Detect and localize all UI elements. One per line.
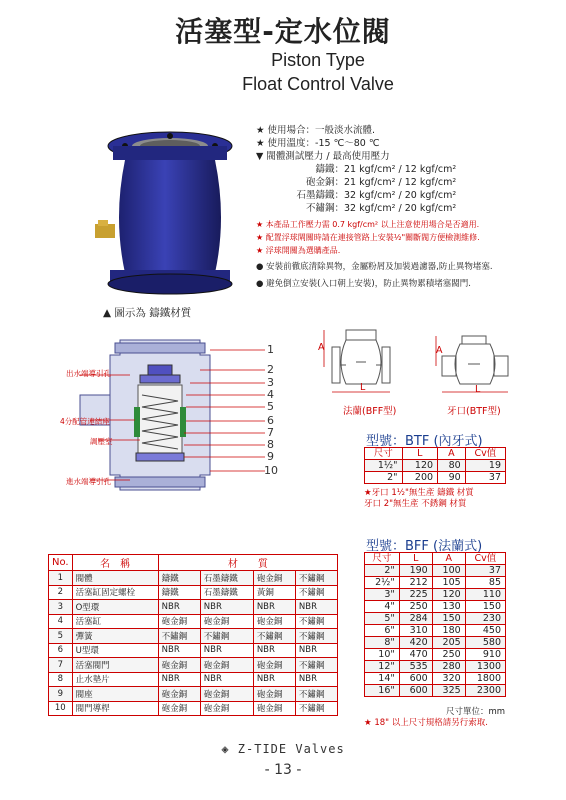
thread-caption: 牙口(BTF型) [447,406,501,417]
table-cell: 2 [49,585,73,600]
valve-section-diagram [60,335,290,495]
part-number-label: 9 [267,450,274,463]
unit-label: 尺寸單位：mm [446,707,506,717]
table-cell: 190 [399,565,432,577]
bullet-note: ● 安裝前徹底清除異物，金屬粉屑及加裝過濾器,防止異物堵塞. [256,262,493,272]
table-cell: 150 [432,613,465,625]
table-cell: 砲金銅 [200,701,253,716]
btf-note [364,488,474,510]
table-cell: 砲金銅 [253,571,295,586]
table-cell: 砲金銅 [200,658,253,673]
table-cell: NBR [253,672,295,687]
btf-table-title: 型號：BTF (內牙式) [366,434,483,449]
table-cell: 砲金銅 [200,614,253,629]
table-cell: 黃銅 [253,585,295,600]
column-header: L [399,553,432,565]
table-cell: 80 [438,460,466,472]
part-number-label: 7 [267,426,274,439]
table-cell: 280 [432,661,465,673]
table-cell: 16" [365,685,400,697]
table-cell: 砲金銅 [158,658,200,673]
bff-table-title: 型號：BFF (法蘭式) [366,539,483,554]
column-header: Cv值 [465,553,505,565]
spec-temperature: ★ 使用溫度：-15 ℃～80 ℃ [256,138,380,149]
table-row [49,585,338,600]
table-cell: 12" [365,661,400,673]
pressure-value: 32 kgf/cm² / 20 kgf/cm² [344,203,457,214]
table-cell: 37 [465,472,505,484]
part-number-label: 4 [267,388,274,401]
table-cell: 不鏽鋼 [295,701,337,716]
table-cell: 1300 [465,661,505,673]
bullet-note: ● 避免倒立安裝(入口朝上安裝)，防止異物累積堵塞閥門. [256,279,471,289]
valve-product-photo [95,128,245,308]
table-cell: 85 [465,577,505,589]
parts-material-table [48,554,338,716]
table-cell: 110 [465,589,505,601]
table-cell: 420 [399,637,432,649]
table-cell: 4 [49,614,73,629]
dimension-letter-a: A [318,342,325,353]
table-cell: 砲金銅 [158,701,200,716]
table-cell: 284 [399,613,432,625]
table-row [365,673,506,685]
table-row [49,600,338,615]
table-cell: 砲金銅 [253,614,295,629]
spec-list [256,124,556,291]
pressure-row [256,189,556,202]
table-row [49,658,338,673]
table-row [365,601,506,613]
brand-logo-icon: ◈ [221,742,238,756]
pressure-material: 不鏽鋼： [305,203,344,214]
part-number-label: 10 [264,464,278,477]
table-cell: 225 [399,589,432,601]
table-cell: 120 [432,589,465,601]
table-cell: 6" [365,625,400,637]
page-title-en-line2: Float Control Valve [242,74,394,94]
part-number-label: 2 [267,363,274,376]
table-cell: 310 [399,625,432,637]
table-row [365,589,506,601]
dimension-letter-l: L [475,384,481,395]
pressure-row [256,176,556,189]
btf-note-line: 牙口 2"無生產 不銹鋼 材質 [364,499,467,509]
table-cell: 不鏽鋼 [295,687,337,702]
table-cell: 1 [49,571,73,586]
table-cell: 100 [432,565,465,577]
table-cell: 105 [432,577,465,589]
page-title-zh: 活塞型-定水位閥 [175,15,391,48]
table-cell: 活塞缸固定螺栓 [72,585,158,600]
table-cell: 不鏽鋼 [200,629,253,644]
table-cell: 5 [49,629,73,644]
outlet-guide-hole-label: 出水端導引孔 [66,369,111,378]
table-cell: 3 [49,600,73,615]
btf-dimension-table [364,447,506,484]
table-cell: NBR [200,643,253,658]
table-cell: 120 [402,460,438,472]
table-cell: 2" [365,565,400,577]
pressure-material: 鑄鐵： [315,164,344,175]
table-row [365,565,506,577]
table-cell: 535 [399,661,432,673]
table-cell: 3" [365,589,400,601]
table-row [365,661,506,673]
column-header-material: 材 質 [158,555,337,571]
flange-caption: 法蘭(BFF型) [343,406,397,417]
brand-name: Z-TIDE Valves [237,742,345,756]
table-cell: 150 [465,601,505,613]
table-cell: 不鏽鋼 [295,614,337,629]
pressure-material: 石墨鑄鐵： [296,190,344,201]
table-cell: 212 [399,577,432,589]
table-cell: 不鏽鋼 [253,629,295,644]
table-cell: 閥座 [72,687,158,702]
column-header: L [402,448,438,460]
table-cell: 180 [432,625,465,637]
table-cell: NBR [200,600,253,615]
table-cell: 14" [365,673,400,685]
column-header: 尺寸 [365,553,400,565]
btf-note-line: ★牙口 1½"無生產 鑄鐵 材質 [364,488,474,498]
table-cell: 10" [365,649,400,661]
pressure-row [256,163,556,176]
table-cell: 200 [402,472,438,484]
table-cell: 砲金銅 [158,614,200,629]
table-cell: 不鏽鋼 [295,585,337,600]
table-row [365,649,506,661]
star-note: ★ 浮球開關為選購產品. [256,246,341,255]
table-cell: 90 [438,472,466,484]
bff-dimension-table [364,552,506,697]
table-cell: 600 [399,673,432,685]
table-cell: 205 [432,637,465,649]
table-row [49,571,338,586]
inlet-guide-hole-label: 進水端導引孔 [66,477,111,486]
table-row [49,629,338,644]
table-cell: 250 [399,601,432,613]
table-row [365,625,506,637]
table-row [49,643,338,658]
star-note: ★ 配置浮球閘關時請在連接管路上安裝½"關斷閥方便檢測維修. [256,233,480,242]
table-cell: NBR [295,643,337,658]
table-cell: 910 [465,649,505,661]
table-cell: 石墨鑄鐵 [200,571,253,586]
page-number: - 13 - [264,762,302,778]
table-cell: 19 [465,460,505,472]
part-number-label: 3 [267,376,274,389]
table-cell: 不鏽鋼 [295,571,337,586]
pressure-value: 21 kgf/cm² / 12 kgf/cm² [344,177,457,188]
table-row [49,687,338,702]
table-cell: 不鏽鋼 [158,629,200,644]
pressure-material: 砲金銅： [305,177,344,188]
table-cell: 砲金銅 [253,687,295,702]
table-cell: O型環 [72,600,158,615]
table-row [49,672,338,687]
table-row [49,614,338,629]
table-cell: 600 [399,685,432,697]
table-cell: 鑄鐵 [158,571,200,586]
table-cell: 2" [365,472,403,484]
table-cell: 130 [432,601,465,613]
table-cell: 7 [49,658,73,673]
table-cell: NBR [253,600,295,615]
column-header-name: 名 稱 [72,555,158,571]
table-row [365,472,506,484]
page-title-en-line1: Piston Type [271,50,365,70]
table-cell: 325 [432,685,465,697]
table-cell: 4" [365,601,400,613]
table-cell: 砲金銅 [158,687,200,702]
table-cell: 250 [432,649,465,661]
table-cell: 580 [465,637,505,649]
spec-pressure-heading: ▼ 閥體測試壓力 / 最高使用壓力 [256,151,390,162]
table-cell: 砲金銅 [200,687,253,702]
footer-brand [0,742,566,756]
part-number-label: 5 [267,400,274,413]
bff-note: ★ 18" 以上尺寸規格請另行索取. [364,718,488,728]
column-header: Cv值 [465,448,505,460]
dimension-letter-l: L [360,382,366,393]
spec-usage: ★ 使用場合：一般淡水流體. [256,125,376,136]
table-cell: 6 [49,643,73,658]
table-cell: 石墨鑄鐵 [200,585,253,600]
table-cell: 彈簧 [72,629,158,644]
table-cell: 2½" [365,577,400,589]
part-number-label: 8 [267,438,274,451]
table-cell: 不鏽鋼 [295,629,337,644]
pressure-chamber-label: 調壓室 [90,437,113,446]
table-cell: 5" [365,613,400,625]
table-cell: 230 [465,613,505,625]
table-cell: 不鏽鋼 [295,658,337,673]
table-cell: 320 [432,673,465,685]
part-number-label: 6 [267,414,274,427]
column-header: A [438,448,466,460]
table-cell: 閥體 [72,571,158,586]
table-cell: 37 [465,565,505,577]
table-cell: NBR [295,600,337,615]
table-cell: 砲金銅 [253,658,295,673]
column-header: 尺寸 [365,448,403,460]
table-cell: 鑄鐵 [158,585,200,600]
table-cell: 1½" [365,460,403,472]
pipe-connector-label: 4分配管連結座 [60,417,110,426]
table-cell: 9 [49,687,73,702]
table-cell: NBR [253,643,295,658]
table-cell: NBR [158,643,200,658]
table-cell: NBR [158,672,200,687]
table-cell: NBR [295,672,337,687]
table-cell: 1800 [465,673,505,685]
table-row [365,577,506,589]
table-cell: 470 [399,649,432,661]
part-number-label: 1 [267,343,274,356]
table-cell: 砲金銅 [253,701,295,716]
table-row [49,701,338,716]
table-row [365,685,506,697]
table-cell: 閥門導桿 [72,701,158,716]
pressure-row [256,202,556,215]
pressure-value: 32 kgf/cm² / 20 kgf/cm² [344,190,457,201]
table-row [365,613,506,625]
column-header: A [432,553,465,565]
table-row [365,460,506,472]
dimension-letter-a: A [436,345,443,356]
pressure-value: 21 kgf/cm² / 12 kgf/cm² [344,164,457,175]
table-cell: 止水墊片 [72,672,158,687]
table-cell: NBR [158,600,200,615]
table-cell: 8" [365,637,400,649]
table-cell: 活塞閥門 [72,658,158,673]
photo-caption: ▲ 圖示為 鑄鐵材質 [103,307,192,319]
table-cell: 8 [49,672,73,687]
table-cell: 2300 [465,685,505,697]
table-cell: 450 [465,625,505,637]
flange-dimension-drawing [316,322,416,404]
table-cell: U型環 [72,643,158,658]
star-note: ★ 本產品工作壓力需 0.7 kgf/cm² 以上注意使用場合是否適用. [256,220,480,229]
table-cell: NBR [200,672,253,687]
column-header-number: No. [49,555,73,571]
table-cell: 10 [49,701,73,716]
table-row [365,637,506,649]
table-cell: 活塞缸 [72,614,158,629]
